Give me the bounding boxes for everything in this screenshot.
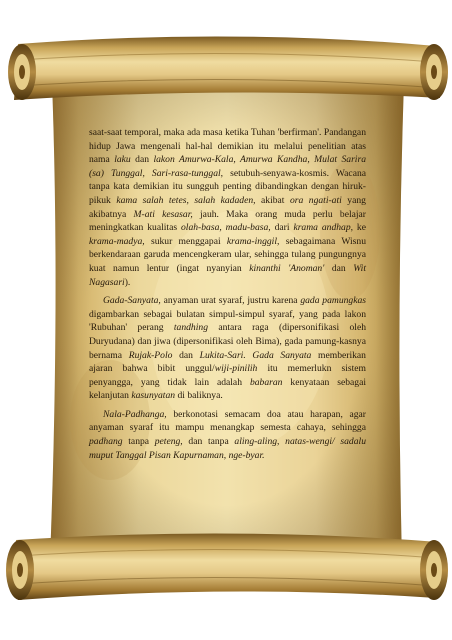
text-run: dan xyxy=(172,349,200,361)
text-run: memberikan ajaran bahwa bibit unggul/ xyxy=(89,349,366,375)
text-run: jauh. Maka orang muda perlu belajar meningkatkan kualitas xyxy=(89,208,366,234)
italic-term: babaran xyxy=(249,376,283,388)
italic-term: krama-madya, xyxy=(89,235,145,247)
text-run: itu memerlukn sistem penyangga, yang tidak lain adalah xyxy=(89,363,366,388)
italic-term: olah-basa, madu-basa, xyxy=(181,222,271,234)
italic-term: Rujak-Polo xyxy=(128,349,173,361)
paragraph xyxy=(89,408,366,462)
italic-term: lakon Amurwa-Kala, Amurwa Kandha, Mulat Sarira (sa) Tunggal, Sari-rasa-tunggal, xyxy=(89,154,366,179)
text-run: sebagaimana Wisnu berkendaraan garuda mencengkeram ular, sehingga tulang pungungnya kuat namun lentur (ingat nyanyian xyxy=(89,235,366,274)
document-body xyxy=(89,126,366,462)
italic-term: peteng, xyxy=(154,436,183,448)
italic-term: ora ngati-ati xyxy=(289,194,342,206)
paragraph xyxy=(89,126,366,289)
italic-term: padhang xyxy=(89,436,123,448)
bottom-scroll-roll xyxy=(6,533,448,600)
text-run: antara raga (dipersonifikasi oleh Duryudana) dan jiwa (dipersonifikasi oleh Bima), gada pamung-kasnya bernama xyxy=(89,322,367,361)
text-run: sukur menggapai xyxy=(144,235,227,247)
italic-term: krama-inggil, xyxy=(226,235,280,247)
text-run: setubuh-senyawa-kosmis. Wacana tanpa kata demikian itu sungguh penting dibandingkan dengan hiruk-pikuk xyxy=(89,167,367,206)
italic-term: gada pamungkas xyxy=(300,295,366,307)
italic-term: Nala-Padhanga, xyxy=(103,408,167,420)
text-run: berkonotasi semacam doa atau harapan, agar anyaman syaraf itu mampu menangkap semesta cahaya, sehingga xyxy=(89,408,366,434)
text-run: dan tanpa xyxy=(182,436,235,448)
text-run: yang akibatnya xyxy=(89,194,366,220)
italic-term: wiji-pinilih xyxy=(214,363,258,375)
text-run: kenyataan sebagai kelanjutan xyxy=(89,376,366,402)
italic-term: laku xyxy=(114,154,131,166)
text-run: saat-saat temporal, maka ada masa ketika Tuhan 'berfirman'. Pandangan hidup Jawa mengenali hal-hal demikian itu melalui penelitian atas nama xyxy=(89,127,366,166)
text-run: akibat xyxy=(255,194,290,206)
text-run: tanpa xyxy=(122,436,155,448)
text-run: ke xyxy=(353,222,366,234)
italic-term: kasunyatan xyxy=(131,390,176,402)
paragraph xyxy=(89,294,366,403)
italic-term: Wit Nagasari xyxy=(89,262,366,288)
italic-term: tandhing xyxy=(173,322,208,334)
italic-term: aling-aling, natas-wengi/ sadalu muput Tanggal Pisan Kapurnaman, nge-byar. xyxy=(89,436,366,461)
text-run: dan xyxy=(130,154,154,166)
text-run: dari xyxy=(270,222,294,234)
italic-term: Gada-Sanyata, xyxy=(103,295,161,307)
text-run: anyaman urat syaraf, justru karena xyxy=(160,295,301,307)
text-run: ). xyxy=(124,276,131,288)
italic-term: krama andhap, xyxy=(293,222,354,234)
text-run: dan xyxy=(324,262,354,274)
italic-term: kinanthi 'Anoman' xyxy=(249,262,325,274)
text-run: digambarkan sebagai bulatan simpul-simpul syaraf, yang pada lakon 'Rubuhan' perang xyxy=(89,308,366,334)
text-run: di baliknya. xyxy=(175,390,223,402)
italic-term: Lukita-Sari. Gada Sanyata xyxy=(199,349,312,361)
italic-term: kama salah tetes, salah kadaden, xyxy=(116,194,256,206)
top-scroll-roll xyxy=(8,36,448,100)
italic-term: M-ati kesasar, xyxy=(133,208,193,220)
